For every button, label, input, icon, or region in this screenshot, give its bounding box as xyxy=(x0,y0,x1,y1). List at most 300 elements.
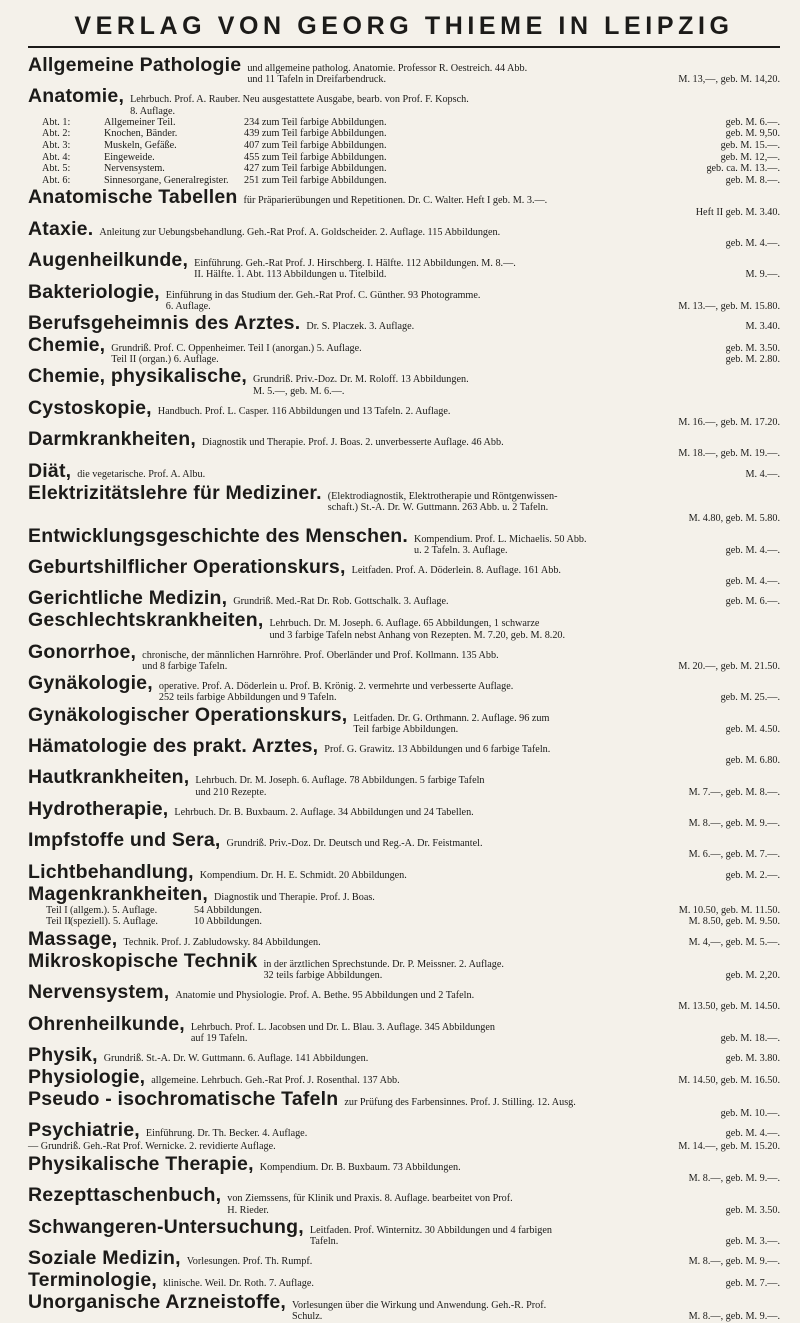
catalog-entry xyxy=(28,428,780,459)
part-row xyxy=(28,905,780,917)
entry-title: Psychiatrie, xyxy=(28,1119,140,1142)
entry-title: Massage, xyxy=(28,927,118,950)
volume-illustrations: 234 zum Teil farbige Abbildungen. xyxy=(244,116,387,128)
volume-price: geb. ca. M. 13.—. xyxy=(706,163,780,175)
entry-title: Anatomie, xyxy=(28,85,125,108)
description-text: 252 teils farbige Abbildungen und 9 Tafeln. xyxy=(158,692,337,704)
entry-description-block xyxy=(158,406,780,428)
description-price: geb. M. 25.—. xyxy=(720,692,780,704)
continuation-price: M. 14.—, geb. M. 15.20. xyxy=(678,1141,780,1153)
entry-description-block xyxy=(310,1225,780,1247)
entry-description-block xyxy=(352,565,780,587)
part-number: Teil II xyxy=(46,916,72,928)
description-line xyxy=(175,990,780,1001)
catalog-list xyxy=(28,54,780,1323)
entry-description: Einführung. Dr. Th. Becker. 4. Auflage. xyxy=(145,1128,308,1140)
description-line xyxy=(244,207,780,218)
description-text: für Präparierübungen und Repetitionen. Dr. C. Walter. Heft I geb. M. 3.—. xyxy=(243,195,548,207)
entry-description-block xyxy=(227,1193,780,1215)
description-line xyxy=(247,74,780,85)
catalog-entry xyxy=(28,1044,780,1066)
entry-title: Impfstoffe und Sera, xyxy=(28,829,221,852)
catalog-entry xyxy=(28,735,780,766)
volume-row xyxy=(28,163,780,175)
entry-title: Gynäkologie, xyxy=(28,672,153,695)
volume-number: Abt. 3: xyxy=(42,140,71,151)
entry-description: Technik. Prof. J. Zabludowsky. 84 Abbildungen. xyxy=(123,936,321,948)
entry-description: Dr. S. Placzek. 3. Auflage. xyxy=(306,321,415,332)
volume-illustrations: 427 zum Teil farbige Abbildungen. xyxy=(244,163,387,175)
entry-description-block xyxy=(130,94,780,116)
description-price: M. 9.—. xyxy=(745,269,780,281)
entry-title: Gonorrhoe, xyxy=(28,640,137,663)
description-text xyxy=(324,755,725,766)
description-text: operative. Prof. A. Döderlein u. Prof. B. Krönig. 2. vermehrte und verbesserte Auflage. xyxy=(158,681,514,693)
volume-row xyxy=(28,128,780,140)
catalog-entry xyxy=(28,54,780,85)
entry-title: Berufsgeheimnis des Arztes. xyxy=(28,312,301,334)
header-rule xyxy=(28,46,780,48)
entry-title: Ataxie. xyxy=(28,217,94,240)
description-line xyxy=(344,1097,780,1108)
entry-price: geb. M. 7.—. xyxy=(725,1278,780,1290)
entry-description: Grundriß. Med.-Rat Dr. Rob. Gottschalk. 3. Auflage. xyxy=(233,596,449,608)
entry-row xyxy=(28,609,780,640)
description-text: Lehrbuch. Prof. A. Rauber. Neu ausgestattete Ausgabe, bearb. von Prof. F. Kopsch. xyxy=(130,94,469,106)
entry-description-block xyxy=(244,195,780,217)
catalog-entry xyxy=(28,1269,780,1291)
entry-continuation xyxy=(28,1141,780,1153)
description-text: Anatomie und Physiologie. Prof. A. Bethe. 95 Abbildungen und 2 Tafeln. xyxy=(175,990,475,1002)
entry-title: Physik, xyxy=(28,1044,98,1066)
description-text: Handbuch. Prof. L. Casper. 116 Abbildungen und 13 Tafeln. 2. Auflage. xyxy=(157,405,451,417)
description-text: 6. Auflage. xyxy=(165,300,211,312)
entry-price: M. 8.—, geb. M. 9.—. xyxy=(688,1256,780,1268)
description-text: Leitfaden. Dr. G. Orthmann. 2. Auflage. 96 zum xyxy=(353,712,550,724)
description-text xyxy=(175,1001,678,1012)
entry-row xyxy=(28,641,780,672)
volume-row xyxy=(28,140,780,152)
description-text: Teil II (organ.) 6. Auflage. xyxy=(111,354,219,366)
description-line xyxy=(269,630,780,641)
description-line xyxy=(195,787,780,798)
volume-illustrations: 407 zum Teil farbige Abbildungen. xyxy=(244,140,387,151)
entry-title: Darmkrankheiten, xyxy=(28,428,196,451)
catalog-entry xyxy=(28,249,780,280)
entry-row xyxy=(28,704,780,735)
volume-name: Allgemeiner Teil. xyxy=(104,116,176,128)
volume-number: Abt. 4: xyxy=(42,151,71,163)
entry-description-block xyxy=(328,491,780,513)
volume-row xyxy=(28,152,780,164)
entry-description-block xyxy=(194,258,780,280)
entry-title: Gerichtliche Medizin, xyxy=(28,587,228,610)
description-line xyxy=(260,1173,780,1184)
description-price: M. 18.—, geb. M. 19.—. xyxy=(678,448,780,460)
part-row xyxy=(28,916,780,928)
entry-price: geb. M. 2.—. xyxy=(725,869,780,881)
description-line xyxy=(111,343,780,354)
entry-row xyxy=(28,281,780,312)
description-line xyxy=(414,545,780,556)
description-text: und allgemeine patholog. Anatomie. Professor R. Oestreich. 44 Abb. xyxy=(247,63,528,74)
entry-title: Hydrotherapie, xyxy=(28,797,169,820)
volume-name: Eingeweide. xyxy=(104,151,155,163)
entry-row xyxy=(28,1153,780,1184)
entry-description: Diagnostik und Therapie. Prof. J. Boas. xyxy=(214,891,375,903)
entry-row xyxy=(28,85,780,116)
description-text: Teil farbige Abbildungen. xyxy=(353,723,459,735)
entry-title: Chemie, physikalische, xyxy=(28,365,247,388)
entry-row xyxy=(28,766,780,797)
entry-row xyxy=(28,186,780,217)
description-line xyxy=(142,661,780,672)
entry-description-block xyxy=(269,618,780,640)
description-text: Tafeln. xyxy=(309,1235,339,1247)
description-line xyxy=(130,106,780,117)
entry-description-block xyxy=(260,1162,780,1184)
description-line xyxy=(158,417,780,428)
description-text: und 11 Tafeln in Dreifarbendruck. xyxy=(247,74,387,86)
description-line xyxy=(166,301,780,312)
description-price: M. 6.—, geb. M. 7.—. xyxy=(688,849,780,861)
volume-name: Muskeln, Gefäße. xyxy=(104,140,177,151)
description-price: M. 13.—, geb. M. 15.80. xyxy=(678,300,780,312)
description-text: Vorlesungen über die Wirkung und Anwendung. Geh.-R. Prof. xyxy=(292,1300,547,1312)
entry-row xyxy=(28,428,780,459)
part-price: M. 10.50, geb. M. 11.50. xyxy=(678,904,780,916)
description-text: II. Hälfte. 1. Abt. 113 Abbildungen u. Titelbild. xyxy=(194,269,387,281)
description-price: geb. M. 4.—. xyxy=(725,544,780,556)
description-line xyxy=(130,94,780,105)
catalog-entry xyxy=(28,609,780,640)
description-price: M. 8.—, geb. M. 9.—. xyxy=(688,1311,780,1323)
entry-description: Grundriß. St.-A. Dr. W. Guttmann. 6. Auflage. 141 Abbildungen. xyxy=(103,1053,369,1064)
description-price: geb. M. 3.50. xyxy=(725,1204,780,1216)
description-text: und 210 Rezepte. xyxy=(195,786,267,798)
description-price: M. 20.—, geb. M. 21.50. xyxy=(678,660,780,672)
catalog-entry xyxy=(28,704,780,735)
part-name: (allgem.). 5. Auflage. xyxy=(70,904,158,916)
description-text: Grundriß. Prof. C. Oppenheimer. Teil I (anorgan.) 5. Auflage. xyxy=(111,343,362,354)
volume-price: geb. M. 6.—. xyxy=(725,116,780,128)
entry-title: Pseudo - isochromatische Tafeln xyxy=(28,1088,339,1110)
entry-row xyxy=(28,1216,780,1247)
entry-description: die vegetarische. Prof. A. Albu. xyxy=(77,468,206,480)
entry-row xyxy=(28,829,780,860)
description-text: Einführung in das Studium der. Geh.-Rat Prof. C. Günther. 93 Photogramme. xyxy=(165,289,481,301)
description-price: geb. M. 10.—. xyxy=(720,1108,780,1120)
entry-row xyxy=(28,1088,780,1119)
description-line xyxy=(174,818,780,829)
catalog-entry xyxy=(28,460,780,482)
description-line xyxy=(202,448,780,459)
entry-title: Ohrenheilkunde, xyxy=(28,1012,185,1035)
part-illustrations: 54 Abbildungen. xyxy=(194,904,262,916)
entry-title: Elektrizitätslehre für Mediziner. xyxy=(28,481,322,504)
entry-row xyxy=(28,587,780,609)
description-price: M. 13,—, geb. M. 14,20. xyxy=(678,74,780,86)
description-line xyxy=(175,1001,780,1012)
description-price: M. 7.—, geb. M. 8.—. xyxy=(688,786,780,798)
catalog-entry xyxy=(28,397,780,428)
description-price: M. 8.—, geb. M. 9.—. xyxy=(688,1173,780,1185)
description-line xyxy=(142,650,780,661)
description-line xyxy=(292,1311,780,1322)
entry-row xyxy=(28,1184,780,1215)
description-text: Leitfaden. Prof. A. Döderlein. 8. Auflage. 161 Abb. xyxy=(351,564,561,576)
description-line xyxy=(227,1205,780,1216)
entry-row xyxy=(28,1066,780,1088)
entry-title: Entwicklungsgeschichte des Menschen. xyxy=(28,524,408,547)
description-text: auf 19 Tafeln. xyxy=(190,1032,248,1044)
description-line xyxy=(159,692,780,703)
description-line xyxy=(194,258,780,269)
volume-price: geb. M. 8.—. xyxy=(725,174,780,186)
entry-row xyxy=(28,218,780,249)
catalog-entry xyxy=(28,829,780,860)
entry-description-block xyxy=(292,1300,780,1322)
description-text: Kompendium. Dr. B. Buxbaum. 73 Abbildungen. xyxy=(259,1161,461,1173)
entry-row xyxy=(28,950,780,981)
entry-row xyxy=(28,54,780,85)
description-line xyxy=(174,807,780,818)
volume-name: Sinnesorgane, Generalregister. xyxy=(104,174,229,186)
description-line xyxy=(191,1033,780,1044)
description-price: geb. M. 2,20. xyxy=(725,969,780,981)
entry-description-block xyxy=(227,838,780,860)
entry-row xyxy=(28,365,780,396)
description-text xyxy=(174,818,688,829)
description-text: von Ziemssens, für Klinik und Praxis. 8. Auflage. bearbeitet von Prof. xyxy=(227,1193,513,1205)
description-line xyxy=(324,744,780,755)
description-price: Heft II geb. M. 3.40. xyxy=(695,206,780,218)
description-line xyxy=(202,437,780,448)
entry-title: Lichtbehandlung, xyxy=(28,860,194,883)
entry-title: Physiologie, xyxy=(28,1066,146,1088)
catalog-entry xyxy=(28,1013,780,1044)
description-text: 32 teils farbige Abbildungen. xyxy=(263,969,383,981)
catalog-entry xyxy=(28,883,780,928)
description-text xyxy=(352,576,726,587)
description-line xyxy=(247,63,780,74)
entry-title: Anatomische Tabellen xyxy=(28,186,238,209)
catalog-entry xyxy=(28,1216,780,1247)
entry-description-block xyxy=(247,63,780,85)
description-text: Lehrbuch. Dr. B. Buxbaum. 2. Auflage. 34 Abbildungen und 24 Tabellen. xyxy=(174,806,474,818)
catalog-entry xyxy=(28,766,780,797)
catalog-entry xyxy=(28,85,780,186)
description-text: Lehrbuch. Dr. M. Joseph. 6. Auflage. 78 Abbildungen. 5 farbige Tafeln xyxy=(195,775,485,787)
entry-price: geb. M. 3.80. xyxy=(725,1053,780,1064)
description-price: M. 8.—, geb. M. 9.—. xyxy=(688,817,780,829)
catalog-entry xyxy=(28,365,780,396)
entry-row xyxy=(28,334,780,365)
description-price: geb. M. 3.—. xyxy=(725,1235,780,1247)
catalog-entry xyxy=(28,1066,780,1088)
volume-number: Abt. 6: xyxy=(42,174,71,186)
entry-description-block xyxy=(159,681,780,703)
entry-price: M. 4,—, geb. M. 5.—. xyxy=(688,936,780,948)
entry-title: Terminologie, xyxy=(28,1269,157,1292)
entry-row xyxy=(28,981,780,1012)
volume-number: Abt. 1: xyxy=(42,116,71,128)
volume-row xyxy=(28,175,780,187)
continuation-price: M. 4.80, geb. M. 5.80. xyxy=(688,513,780,525)
catalog-entry xyxy=(28,1291,780,1322)
description-text: (Elektrodiagnostik, Elektrotherapie und Röntgenwissen- xyxy=(327,490,558,502)
description-line xyxy=(191,1022,780,1033)
catalog-entry xyxy=(28,672,780,703)
description-text xyxy=(227,849,689,860)
catalog-entry xyxy=(28,218,780,249)
description-line xyxy=(353,713,780,724)
volume-number: Abt. 2: xyxy=(42,128,71,140)
catalog-entry xyxy=(28,587,780,609)
entry-title: Magenkrankheiten, xyxy=(28,882,209,905)
description-line xyxy=(292,1300,780,1311)
description-text: 8. Auflage. xyxy=(130,105,176,117)
entry-row xyxy=(28,312,780,334)
entry-row xyxy=(28,525,780,556)
description-line xyxy=(324,755,780,766)
entry-description-block xyxy=(111,343,780,365)
entry-description-block xyxy=(263,959,780,981)
entry-row xyxy=(28,1044,780,1066)
description-text xyxy=(344,1108,720,1119)
entry-description-block xyxy=(353,713,780,735)
entry-row xyxy=(28,397,780,428)
entry-description-block xyxy=(166,290,780,312)
catalog-entry xyxy=(28,1119,780,1153)
description-text: Lehrbuch. Prof. L. Jacobsen und Dr. L. Blau. 3. Auflage. 345 Abbildungen xyxy=(190,1021,496,1033)
description-price: geb. M. 4.50. xyxy=(725,723,780,735)
entry-title: Chemie, xyxy=(28,334,106,356)
description-line xyxy=(111,354,780,365)
entry-description-block xyxy=(191,1022,780,1044)
catalog-entry xyxy=(28,281,780,312)
entry-title: Physikalische Therapie, xyxy=(28,1152,254,1175)
part-illustrations: 10 Abbildungen. xyxy=(194,916,262,928)
description-price: geb. M. 4.—. xyxy=(725,576,780,588)
description-line xyxy=(253,386,780,397)
description-text: und 8 farbige Tafeln. xyxy=(142,660,228,672)
entry-row xyxy=(28,928,780,950)
description-line xyxy=(352,565,780,576)
description-text: Prof. G. Grawitz. 13 Abbildungen und 6 farbige Tafeln. xyxy=(324,743,551,755)
description-text xyxy=(158,417,679,428)
description-line xyxy=(353,724,780,735)
entry-row xyxy=(28,798,780,829)
description-price: M. 13.50, geb. M. 14.50. xyxy=(678,1001,780,1013)
volume-name: Nervensystem. xyxy=(104,163,165,175)
description-line xyxy=(253,374,780,385)
volume-name: Knochen, Bänder. xyxy=(104,128,178,140)
description-text: Diagnostik und Therapie. Prof. J. Boas. 2. unverbesserte Auflage. 46 Abb. xyxy=(201,437,504,449)
entry-price: geb. M. 6.—. xyxy=(725,596,780,608)
description-line xyxy=(328,502,780,513)
description-text: chronische, der männlichen Harnröhre. Prof. Oberländer und Prof. Kollmann. 135 Abb. xyxy=(142,649,499,661)
catalog-entry xyxy=(28,482,780,525)
entry-price: M. 3.40. xyxy=(745,321,780,332)
entry-price: M. 4.—. xyxy=(745,468,780,480)
entry-description-block xyxy=(99,227,780,249)
description-text: u. 2 Tafeln. 3. Auflage. xyxy=(413,544,508,556)
description-line xyxy=(344,1108,780,1119)
description-line xyxy=(310,1225,780,1236)
description-text: Lehrbuch. Dr. M. Joseph. 6. Auflage. 65 Abbildungen, 1 schwarze xyxy=(269,618,540,630)
catalog-entry xyxy=(28,334,780,365)
volume-price: geb. M. 12,—. xyxy=(720,151,780,163)
description-line xyxy=(414,534,780,545)
description-line xyxy=(227,849,780,860)
entry-row xyxy=(28,861,780,883)
entry-title: Cystoskopie, xyxy=(28,396,152,419)
entry-description-block xyxy=(414,534,780,556)
description-text: M. 5.—, geb. M. 6.—. xyxy=(253,385,345,397)
description-line xyxy=(194,269,780,280)
description-text: Grundriß. Priv.-Doz. Dr. M. Roloff. 13 Abbildungen. xyxy=(253,374,469,386)
description-price: geb. M. 4.—. xyxy=(725,237,780,249)
entry-description: klinische. Weil. Dr. Roth. 7. Auflage. xyxy=(163,1278,314,1290)
description-text: H. Rieder. xyxy=(227,1204,269,1216)
catalog-entry xyxy=(28,1247,780,1269)
description-price: geb. M. 3.50. xyxy=(725,343,780,354)
entry-price: M. 14.50, geb. M. 16.50. xyxy=(678,1075,780,1086)
part-name: (speziell). 5. Auflage. xyxy=(70,916,158,928)
entry-row xyxy=(28,482,780,513)
description-text xyxy=(260,1173,689,1184)
entry-row xyxy=(28,1247,780,1269)
entry-title: Diät, xyxy=(28,459,72,482)
entry-title: Gynäkologischer Operationskurs, xyxy=(28,703,348,726)
part-price: M. 8.50, geb. M. 9.50. xyxy=(688,916,780,928)
entry-row xyxy=(28,1291,780,1322)
entry-title: Mikroskopische Technik xyxy=(28,949,258,972)
description-line xyxy=(99,227,780,238)
description-text: Leitfaden. Prof. Winternitz. 30 Abbildungen und 4 farbigen xyxy=(309,1224,553,1236)
description-line xyxy=(227,1193,780,1204)
description-line xyxy=(352,576,780,587)
description-line xyxy=(195,775,780,786)
description-line xyxy=(260,1162,780,1173)
entry-description-block xyxy=(344,1097,780,1119)
description-text: Kompendium. Prof. L. Michaelis. 50 Abb. xyxy=(413,533,587,545)
entry-row xyxy=(28,249,780,280)
entry-title: Bakteriologie, xyxy=(28,280,160,303)
volume-illustrations: 251 zum Teil farbige Abbildungen. xyxy=(244,174,387,186)
entry-title: Hautkrankheiten, xyxy=(28,766,190,789)
entry-description-block xyxy=(324,744,780,766)
entry-title: Augenheilkunde, xyxy=(28,249,189,272)
description-text xyxy=(202,448,678,459)
entry-title: Geschlechtskrankheiten, xyxy=(28,609,264,632)
entry-description-block xyxy=(202,437,780,459)
entry-description-block xyxy=(174,807,780,829)
description-line xyxy=(263,970,780,981)
entry-description: allgemeine. Lehrbuch. Geh.-Rat Prof. J. Rosenthal. 137 Abb. xyxy=(151,1075,400,1086)
entry-title: Schwangeren-Untersuchung, xyxy=(28,1215,304,1238)
volume-price: geb. M. 15.—. xyxy=(720,140,780,151)
catalog-entry xyxy=(28,1153,780,1184)
entry-title: Nervensystem, xyxy=(28,981,170,1004)
continuation-spacer xyxy=(28,513,689,525)
description-price: geb. M. 6.80. xyxy=(725,755,780,767)
catalog-entry xyxy=(28,981,780,1012)
entry-description-block xyxy=(142,650,780,672)
entry-price: geb. M. 4.—. xyxy=(725,1128,780,1140)
entry-row xyxy=(28,883,780,905)
